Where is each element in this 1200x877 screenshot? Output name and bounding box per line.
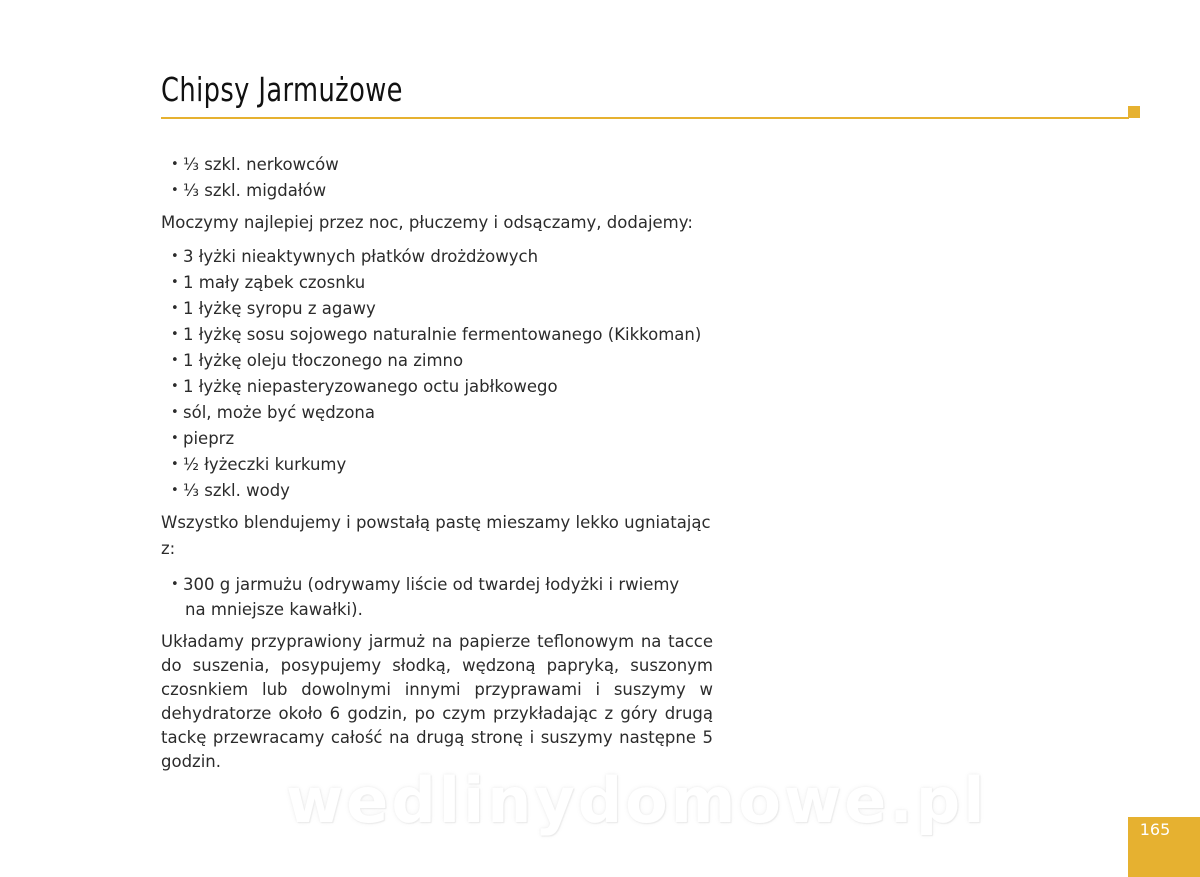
soak-instruction: Moczymy najlepiej przez noc, płuczemy i odsączamy, dodajemy: [161, 213, 693, 232]
title-accent-square [1128, 106, 1140, 118]
bullet-icon: • [171, 301, 179, 316]
list-item: • 300 g jarmużu (odrywamy liście od twardej łodyżki i rwiemy na mniejsze kawałki). [171, 572, 713, 622]
bullet-icon: • [171, 431, 179, 446]
page-number: 165 [1139, 820, 1171, 839]
bullet-icon: • [171, 405, 179, 420]
page-title: Chipsy Jarmużowe [161, 70, 403, 109]
recipe-content [161, 152, 713, 774]
list-item: • ⅓ szkl. nerkowców [171, 152, 713, 178]
bullet-icon: • [171, 577, 179, 592]
list-item: • 3 łyżki nieaktywnych płatków drożdżowych [171, 244, 713, 270]
list-item: • ⅓ szkl. wody [171, 478, 713, 504]
watermark: wedlinydomowe.pl [286, 764, 988, 837]
list-item: • 1 łyżkę syropu z agawy [171, 296, 713, 322]
bullet-icon: • [171, 183, 179, 198]
bullet-icon: • [171, 157, 179, 172]
title-underline [161, 117, 1129, 119]
list-item: • pieprz [171, 426, 713, 452]
list-item: • 1 łyżkę niepasteryzowanego octu jabłkowego [171, 374, 713, 400]
list-item: • 1 łyżkę oleju tłoczonego na zimno [171, 348, 713, 374]
final-instruction: Układamy przyprawiony jarmuż na papierze teflonowym na tacce do suszenia, posypujemy słodką, wędzoną papryką, suszonym czosnkiem lub dowolnymi innymi przyprawami i suszymy w dehydratorze około 6 godzin, po czym przykładając z góry drugą tackę przewracamy całość na drugą stronę i suszymy następne 5 godzin. [161, 632, 713, 771]
soak-ingredients-list [161, 152, 713, 204]
kale-ingredients-list [161, 572, 713, 622]
bullet-icon: • [171, 353, 179, 368]
bullet-icon: • [171, 457, 179, 472]
list-item: • ⅓ szkl. migdałów [171, 178, 713, 204]
bullet-icon: • [171, 249, 179, 264]
bullet-icon: • [171, 483, 179, 498]
list-item: • 1 mały ząbek czosnku [171, 270, 713, 296]
list-item: • sól, może być wędzona [171, 400, 713, 426]
page-number-tab [1128, 817, 1200, 877]
blend-ingredients-list [161, 244, 713, 504]
bullet-icon: • [171, 379, 179, 394]
list-item: • 1 łyżkę sosu sojowego naturalnie fermentowanego (Kikkoman) [171, 322, 713, 348]
bullet-icon: • [171, 327, 179, 342]
blend-instruction: Wszystko blendujemy i powstałą pastę mieszamy lekko ugniatając z: [161, 513, 711, 558]
list-item: • ½ łyżeczki kurkumy [171, 452, 713, 478]
bullet-icon: • [171, 275, 179, 290]
